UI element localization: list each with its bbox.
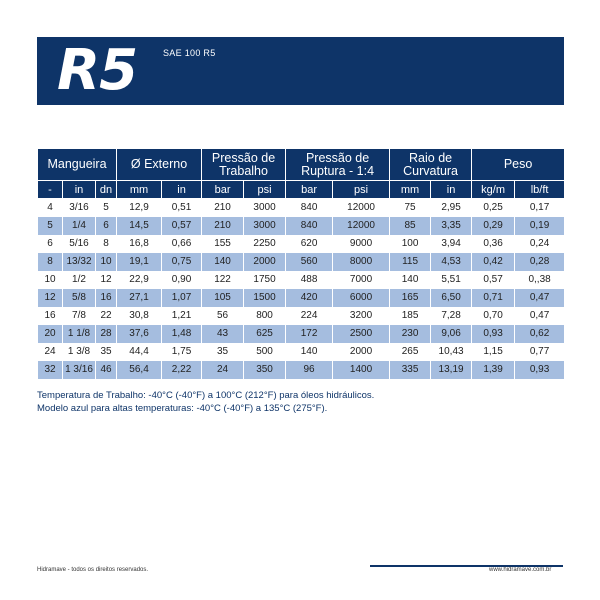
table-cell: 2,22	[162, 361, 202, 379]
table-row	[38, 199, 565, 217]
table-cell: 0,93	[472, 325, 515, 343]
table-cell: 46	[96, 361, 117, 379]
table-cell: 2,95	[431, 199, 472, 217]
table-cell: 0,75	[162, 253, 202, 271]
table-cell: 24	[38, 343, 63, 361]
table-cell: 6	[38, 235, 63, 253]
table-cell: 5	[96, 199, 117, 217]
table-cell: 12	[38, 289, 63, 307]
table-cell: 350	[244, 361, 286, 379]
table-cell: 625	[244, 325, 286, 343]
table-cell: 155	[202, 235, 244, 253]
unit-header-cell: psi	[333, 181, 390, 199]
table-cell: 0,17	[515, 199, 565, 217]
unit-header-cell: kg/m	[472, 181, 515, 199]
table-cell: 0,93	[515, 361, 565, 379]
table-cell: 16,8	[117, 235, 162, 253]
table-cell: 75	[390, 199, 431, 217]
table-row	[38, 271, 565, 289]
footer-website[interactable]: www.hidramave.com.br	[489, 567, 552, 573]
table-row	[38, 325, 565, 343]
table-cell: 335	[390, 361, 431, 379]
table-cell: 16	[96, 289, 117, 307]
table-cell: 0,42	[472, 253, 515, 271]
table-cell: 3000	[244, 199, 286, 217]
table-cell: 4,53	[431, 253, 472, 271]
table-cell: 37,6	[117, 325, 162, 343]
unit-header-cell: bar	[286, 181, 333, 199]
table-cell: 140	[390, 271, 431, 289]
table-cell: 8	[96, 235, 117, 253]
unit-header-cell: in	[431, 181, 472, 199]
table-cell: 0,47	[515, 307, 565, 325]
table-cell: 22	[96, 307, 117, 325]
table-cell: 1 1/8	[63, 325, 96, 343]
table-cell: 13,19	[431, 361, 472, 379]
table-cell: 8	[38, 253, 63, 271]
table-cell: 0,62	[515, 325, 565, 343]
table-cell: 122	[202, 271, 244, 289]
table-cell: 10	[38, 271, 63, 289]
table-cell: 8000	[333, 253, 390, 271]
table-cell: 1,07	[162, 289, 202, 307]
table-cell: 0,29	[472, 217, 515, 235]
table-cell: 10,43	[431, 343, 472, 361]
table-cell: 0,28	[515, 253, 565, 271]
standard-label: SAE 100 R5	[163, 48, 216, 58]
unit-header-row	[38, 181, 565, 199]
table-cell: 3,35	[431, 217, 472, 235]
table-cell: 0,47	[515, 289, 565, 307]
table-cell: 1 3/8	[63, 343, 96, 361]
table-cell: 230	[390, 325, 431, 343]
table-cell: 7000	[333, 271, 390, 289]
unit-header-cell: lb/ft	[515, 181, 565, 199]
table-cell: 0,24	[515, 235, 565, 253]
table-cell: 6,50	[431, 289, 472, 307]
table-cell: 800	[244, 307, 286, 325]
table-cell: 2000	[333, 343, 390, 361]
group-mangueira: Mangueira	[38, 149, 117, 181]
table-cell: 30,8	[117, 307, 162, 325]
footer-copyright: Hidramave - todos os direitos reservados.	[37, 567, 149, 573]
table-cell: 210	[202, 217, 244, 235]
table-cell: 3/16	[63, 199, 96, 217]
table-cell: 12000	[333, 199, 390, 217]
product-code: R5	[57, 38, 138, 103]
group-peso: Peso	[472, 149, 565, 181]
table-cell: 224	[286, 307, 333, 325]
table-cell: 27,1	[117, 289, 162, 307]
unit-header-cell: psi	[244, 181, 286, 199]
table-cell: 210	[202, 199, 244, 217]
table-cell: 43	[202, 325, 244, 343]
table-row	[38, 343, 565, 361]
group-raio-curvatura: Raio de Curvatura	[390, 149, 472, 181]
table-cell: 840	[286, 217, 333, 235]
table-cell: 19,1	[117, 253, 162, 271]
table-row	[38, 289, 565, 307]
group-pressao-trabalho: Pressão de Trabalho	[202, 149, 286, 181]
table-body	[38, 199, 565, 379]
table-cell: 1500	[244, 289, 286, 307]
table-cell: 4	[38, 199, 63, 217]
table-row	[38, 361, 565, 379]
table-cell: 96	[286, 361, 333, 379]
table-cell: 105	[202, 289, 244, 307]
table-cell: 32	[38, 361, 63, 379]
table-cell: 1,75	[162, 343, 202, 361]
table-cell: 12	[96, 271, 117, 289]
table-cell: 165	[390, 289, 431, 307]
table-cell: 115	[390, 253, 431, 271]
table-cell: 16	[38, 307, 63, 325]
table-cell: 1,15	[472, 343, 515, 361]
table-cell: 5,51	[431, 271, 472, 289]
table-cell: 0,25	[472, 199, 515, 217]
note-high-temperature: Modelo azul para altas temperaturas: -40°C (-40°F) a 135°C (275°F).	[37, 403, 328, 414]
unit-header-cell: bar	[202, 181, 244, 199]
unit-header-cell: mm	[390, 181, 431, 199]
table-cell: 56	[202, 307, 244, 325]
table-cell: 140	[202, 253, 244, 271]
unit-header-cell: mm	[117, 181, 162, 199]
group-diametro-externo: Ø Externo	[117, 149, 202, 181]
table-cell: 7,28	[431, 307, 472, 325]
table-cell: 0,,38	[515, 271, 565, 289]
table-cell: 0,57	[472, 271, 515, 289]
table-cell: 1400	[333, 361, 390, 379]
unit-header-cell: -	[38, 181, 63, 199]
table-cell: 265	[390, 343, 431, 361]
table-cell: 420	[286, 289, 333, 307]
table-cell: 56,4	[117, 361, 162, 379]
table-cell: 1,21	[162, 307, 202, 325]
table-cell: 0,57	[162, 217, 202, 235]
table-cell: 2000	[244, 253, 286, 271]
table-cell: 5	[38, 217, 63, 235]
table-cell: 0,36	[472, 235, 515, 253]
table-cell: 840	[286, 199, 333, 217]
notes	[37, 389, 374, 415]
table-cell: 0,71	[472, 289, 515, 307]
table-cell: 7/8	[63, 307, 96, 325]
table-row	[38, 235, 565, 253]
table-cell: 172	[286, 325, 333, 343]
table-cell: 1,48	[162, 325, 202, 343]
table-cell: 100	[390, 235, 431, 253]
table-row	[38, 253, 565, 271]
table-cell: 44,4	[117, 343, 162, 361]
unit-header-cell: in	[162, 181, 202, 199]
table-cell: 1/4	[63, 217, 96, 235]
table-cell: 1,39	[472, 361, 515, 379]
table-cell: 0,90	[162, 271, 202, 289]
group-header-row	[38, 149, 565, 181]
table-cell: 22,9	[117, 271, 162, 289]
table-cell: 185	[390, 307, 431, 325]
table-cell: 5/16	[63, 235, 96, 253]
table-cell: 620	[286, 235, 333, 253]
table-cell: 20	[38, 325, 63, 343]
table-cell: 12,9	[117, 199, 162, 217]
table-cell: 560	[286, 253, 333, 271]
table-cell: 3000	[244, 217, 286, 235]
table-cell: 35	[202, 343, 244, 361]
group-pressao-ruptura: Pressão de Ruptura - 1:4	[286, 149, 390, 181]
unit-header-cell: dn	[96, 181, 117, 199]
table-cell: 0,66	[162, 235, 202, 253]
table-cell: 13/32	[63, 253, 96, 271]
table-cell: 10	[96, 253, 117, 271]
note-working-temperature: Temperatura de Trabalho: -40°C (-40°F) a 100°C (212°F) para óleos hidráulicos.	[37, 390, 375, 401]
table-cell: 0,77	[515, 343, 565, 361]
table-cell: 24	[202, 361, 244, 379]
table-cell: 85	[390, 217, 431, 235]
spec-table	[37, 148, 565, 379]
table-cell: 12000	[333, 217, 390, 235]
table-cell: 0,51	[162, 199, 202, 217]
title-banner	[37, 37, 564, 105]
table-cell: 9,06	[431, 325, 472, 343]
table-cell: 0,19	[515, 217, 565, 235]
table-cell: 140	[286, 343, 333, 361]
unit-header-cell: in	[63, 181, 96, 199]
table-cell: 500	[244, 343, 286, 361]
table-cell: 28	[96, 325, 117, 343]
table-cell: 35	[96, 343, 117, 361]
table-cell: 6	[96, 217, 117, 235]
table-cell: 14,5	[117, 217, 162, 235]
table-cell: 1750	[244, 271, 286, 289]
table-cell: 2250	[244, 235, 286, 253]
table-row	[38, 217, 565, 235]
table-cell: 6000	[333, 289, 390, 307]
table-cell: 5/8	[63, 289, 96, 307]
table-cell: 488	[286, 271, 333, 289]
table-cell: 3200	[333, 307, 390, 325]
table-cell: 1/2	[63, 271, 96, 289]
table-cell: 1 3/16	[63, 361, 96, 379]
table-cell: 9000	[333, 235, 390, 253]
table-cell: 3,94	[431, 235, 472, 253]
table-cell: 0,70	[472, 307, 515, 325]
table-row	[38, 307, 565, 325]
table-cell: 2500	[333, 325, 390, 343]
